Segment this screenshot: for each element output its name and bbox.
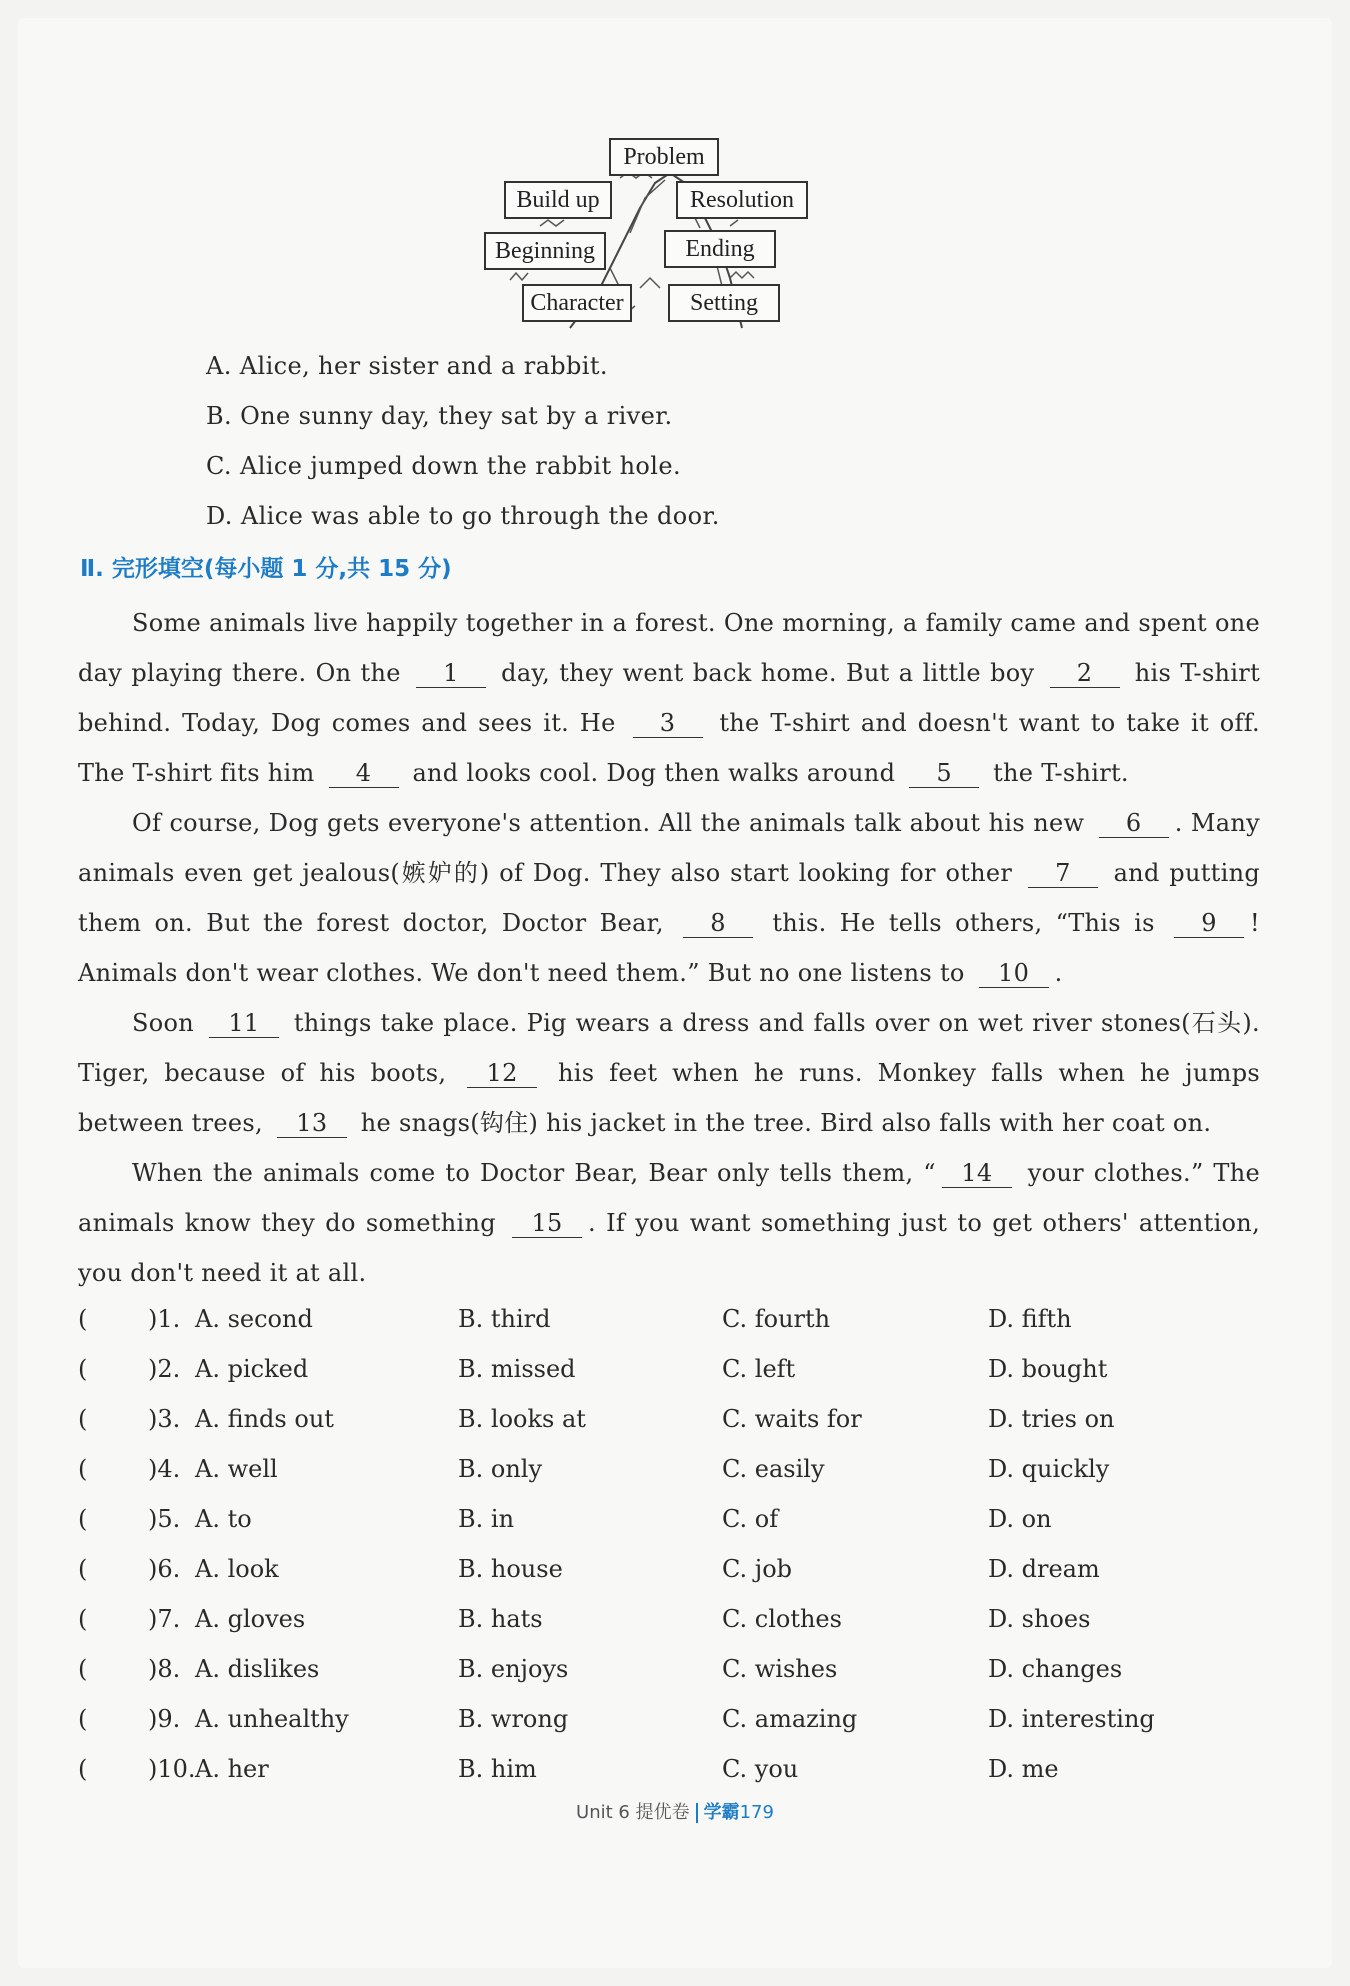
paragraph-3: [78, 998, 1260, 1148]
question-row: [78, 1694, 1278, 1744]
option-b: B. enjoys: [458, 1655, 569, 1683]
paragraph-2: [78, 798, 1260, 998]
blank-6: 6: [1099, 809, 1169, 838]
option-a: A. well: [195, 1455, 278, 1483]
label-setting: Setting: [668, 284, 780, 322]
paragraph-4: [78, 1148, 1260, 1298]
option-b: B. missed: [458, 1355, 576, 1383]
prev-option-c: C. Alice jumped down the rabbit hole.: [206, 452, 681, 480]
text: the T-shirt and doesn't want to take it off. The T-shirt fits him: [78, 709, 1260, 787]
question-number: )8.: [148, 1655, 181, 1683]
option-a: A. finds out: [195, 1405, 334, 1433]
text: day, they went back home. But a little boy: [501, 659, 1035, 687]
option-d: D. changes: [988, 1655, 1123, 1683]
text: things take place. Pig wears a dress and falls over on wet river stones(石头). Tiger, because of his boots,: [78, 1009, 1260, 1087]
option-b: B. in: [458, 1505, 515, 1533]
section-title: Ⅱ. 完形填空(每小题 1 分,共 15 分): [80, 556, 452, 582]
blank-14: 14: [942, 1159, 1012, 1188]
answer-paren[interactable]: (: [78, 1305, 88, 1333]
text: and looks cool. Dog then walks around: [412, 759, 896, 787]
option-c: C. job: [722, 1555, 793, 1583]
question-number: )3.: [148, 1405, 181, 1433]
answer-paren[interactable]: (: [78, 1505, 88, 1533]
answer-paren[interactable]: (: [78, 1655, 88, 1683]
option-d: D. on: [988, 1505, 1052, 1533]
question-row: [78, 1444, 1278, 1494]
option-a: A. dislikes: [195, 1655, 320, 1683]
option-b: B. him: [458, 1755, 537, 1783]
option-c: C. left: [722, 1355, 796, 1383]
footer-separator: [696, 1803, 698, 1823]
question-number: )7.: [148, 1605, 181, 1633]
option-a: A. gloves: [195, 1605, 306, 1633]
blank-15: 15: [512, 1209, 582, 1238]
blank-4: 4: [329, 759, 399, 788]
option-a: A. unhealthy: [195, 1705, 349, 1733]
question-row: [78, 1644, 1278, 1694]
question-row: [78, 1744, 1278, 1794]
option-b: B. hats: [458, 1605, 543, 1633]
footer-unit: Unit 6 提优卷: [576, 1802, 690, 1823]
text: ! Animals don't wear clothes. We don't need them.” But no one listens to: [78, 909, 1260, 987]
option-d: D. interesting: [988, 1705, 1155, 1733]
text: Soon: [132, 1009, 194, 1037]
blank-1: 1: [416, 659, 486, 688]
question-number: )6.: [148, 1555, 181, 1583]
blank-13: 13: [277, 1109, 347, 1138]
text: When the animals come to Doctor Bear, Bear only tells them, “: [132, 1159, 936, 1187]
question-number: )2.: [148, 1355, 181, 1383]
option-a: A. to: [195, 1505, 252, 1533]
text: this. He tells others, “This is: [772, 909, 1155, 937]
label-ending: Ending: [664, 230, 776, 268]
question-number: )5.: [148, 1505, 181, 1533]
option-d: D. fifth: [988, 1305, 1072, 1333]
blank-5: 5: [909, 759, 979, 788]
question-list: [78, 1294, 1278, 1794]
question-number: )1.: [148, 1305, 181, 1333]
blank-2: 2: [1050, 659, 1120, 688]
question-number: )9.: [148, 1705, 181, 1733]
footer-brand: 学霸: [703, 1802, 740, 1823]
text: his T-shirt behind. Today, Dog comes and sees it. He: [78, 659, 1261, 737]
page-number: 179: [739, 1802, 774, 1823]
option-b: B. house: [458, 1555, 563, 1583]
option-d: D. quickly: [988, 1455, 1110, 1483]
answer-paren[interactable]: (: [78, 1455, 88, 1483]
option-c: C. clothes: [722, 1605, 842, 1633]
option-c: C. you: [722, 1755, 799, 1783]
text: your clothes.” The animals know they do something: [78, 1159, 1260, 1237]
option-d: D. me: [988, 1755, 1059, 1783]
option-a: A. second: [195, 1305, 313, 1333]
text: . Many animals even get jealous(嫉妒的) of Dog. They also start looking for other: [78, 809, 1260, 887]
blank-9: 9: [1174, 909, 1244, 938]
blank-8: 8: [683, 909, 753, 938]
option-c: C. waits for: [722, 1405, 862, 1433]
blank-10: 10: [979, 959, 1049, 988]
blank-12: 12: [467, 1059, 537, 1088]
text: .: [1054, 959, 1063, 987]
option-c: C. wishes: [722, 1655, 838, 1683]
label-problem: Problem: [609, 138, 719, 176]
text: . If you want something just to get others' attention, you don't need it at all.: [78, 1209, 1260, 1287]
question-number: )4.: [148, 1455, 181, 1483]
label-build-up: Build up: [504, 181, 612, 219]
question-row: [78, 1294, 1278, 1344]
option-d: D. dream: [988, 1555, 1100, 1583]
answer-paren[interactable]: (: [78, 1405, 88, 1433]
text: Of course, Dog gets everyone's attention. All the animals talk about his new: [132, 809, 1085, 837]
question-row: [78, 1494, 1278, 1544]
question-number: )10.: [148, 1755, 196, 1783]
option-a: A. picked: [195, 1355, 309, 1383]
text: his feet when he runs. Monkey falls when he jumps between trees,: [78, 1059, 1260, 1137]
text: he snags(钩住) his jacket in the tree. Bird also falls with her coat on.: [360, 1109, 1212, 1137]
option-a: A. look: [195, 1555, 279, 1583]
answer-paren[interactable]: (: [78, 1705, 88, 1733]
question-row: [78, 1394, 1278, 1444]
blank-11: 11: [209, 1009, 279, 1038]
answer-paren[interactable]: (: [78, 1605, 88, 1633]
answer-paren[interactable]: (: [78, 1555, 88, 1583]
label-beginning: Beginning: [484, 232, 606, 270]
option-b: B. looks at: [458, 1405, 586, 1433]
answer-paren[interactable]: (: [78, 1755, 88, 1783]
text: the T-shirt.: [993, 759, 1129, 787]
label-resolution: Resolution: [676, 181, 808, 219]
page-footer: [0, 1798, 1350, 1824]
story-mountain-diagram: [480, 138, 820, 334]
option-c: C. easily: [722, 1455, 825, 1483]
option-d: D. bought: [988, 1355, 1108, 1383]
option-b: B. third: [458, 1305, 551, 1333]
text: Some animals live happily together in a forest. One morning, a family came and spent one day playing there. On the: [78, 609, 1260, 687]
option-a: A. her: [195, 1755, 269, 1783]
question-row: [78, 1344, 1278, 1394]
option-c: C. of: [722, 1505, 779, 1533]
prev-option-a: A. Alice, her sister and a rabbit.: [206, 352, 608, 380]
prev-option-d: D. Alice was able to go through the door.: [206, 502, 720, 530]
option-b: B. wrong: [458, 1705, 569, 1733]
blank-7: 7: [1028, 859, 1098, 888]
option-c: C. amazing: [722, 1705, 858, 1733]
blank-3: 3: [633, 709, 703, 738]
paragraph-1: [78, 598, 1260, 798]
option-d: D. shoes: [988, 1605, 1091, 1633]
text: and putting them on. But the forest doctor, Doctor Bear,: [78, 859, 1260, 937]
cloze-passage: [78, 598, 1260, 1298]
label-character: Character: [522, 284, 632, 322]
option-c: C. fourth: [722, 1305, 831, 1333]
prev-option-b: B. One sunny day, they sat by a river.: [206, 402, 673, 430]
question-row: [78, 1594, 1278, 1644]
question-row: [78, 1544, 1278, 1594]
answer-paren[interactable]: (: [78, 1355, 88, 1383]
option-d: D. tries on: [988, 1405, 1115, 1433]
option-b: B. only: [458, 1455, 543, 1483]
